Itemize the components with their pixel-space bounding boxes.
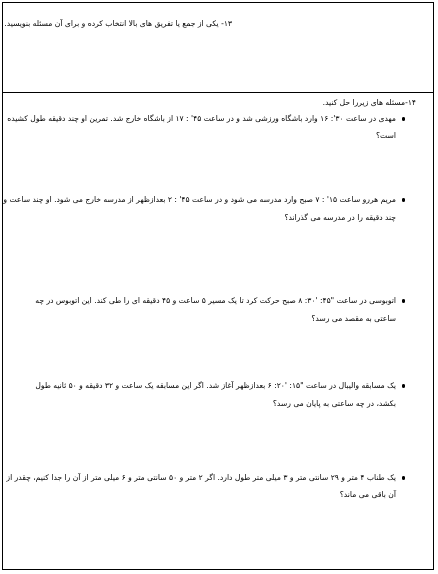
problem-5-line-1: یک طناب ۴ متر و ۲۹ سانتی متر و ۳ میلی متر طول دارد. اگر ۲ متر و ۵۰ سانتی متر و ۶ میلی متر از آن را جدا کنیم، چقدر از [6, 473, 396, 482]
problem-2-line-2: چند دقیقه را در مدرسه می گذراند؟ [284, 213, 396, 222]
page-frame [2, 2, 434, 570]
section-divider [2, 92, 434, 93]
question-14-title: ۱۴-مسئله های زیررا حل کنید. [322, 98, 416, 107]
bullet [402, 117, 406, 121]
question-13: ۱۳- یکی از جمع یا تفریق های بالا انتخاب کرده و برای آن مسئله بنویسید. [4, 19, 232, 28]
bullet [402, 299, 406, 303]
problem-5-line-2: آن باقی می ماند؟ [339, 490, 396, 499]
problem-1-line-1: مهدی در ساعت ۳۰': ۱۶ وارد باشگاه ورزشی شد و در ساعت ۴۵' : ۱۷ از باشگاه خارج شد. تمرین او چند دقیقه طول کشیده [7, 114, 396, 123]
problem-3-line-1: اتوبوسی در ساعت "۴۵: '۳۰: ۸ صبح حرکت کرد تا یک مسیر ۵ ساعت و ۴۵ دقیقه ای را طی کند. این اتوبوس در چه [35, 296, 396, 305]
problem-3-line-2: ساعتی به مقصد می رسد؟ [311, 314, 396, 323]
bullet [402, 198, 406, 202]
bullet [402, 476, 406, 480]
problem-1-line-2: است؟ [376, 131, 396, 140]
bullet [402, 384, 406, 388]
problem-2-line-1: مریم هررو ساعت ۱۵' : ۷ صبح وارد مدرسه می شود و در ساعت ۴۵' : ۲ بعدازظهر از مدرسه خارج می شود. او چند ساعت و [3, 195, 396, 204]
problem-4-line-1: یک مسابقه والیبال در ساعت "۱۵: '۲۰: ۶ بعدازظهر آغاز شد. اگر این مسابقه یک ساعت و ۳۲ دقیقه و ۵۰ ثانیه طول [35, 381, 396, 390]
problem-4-line-2: بکشد، در چه ساعتی به پایان می رسد؟ [272, 399, 396, 408]
